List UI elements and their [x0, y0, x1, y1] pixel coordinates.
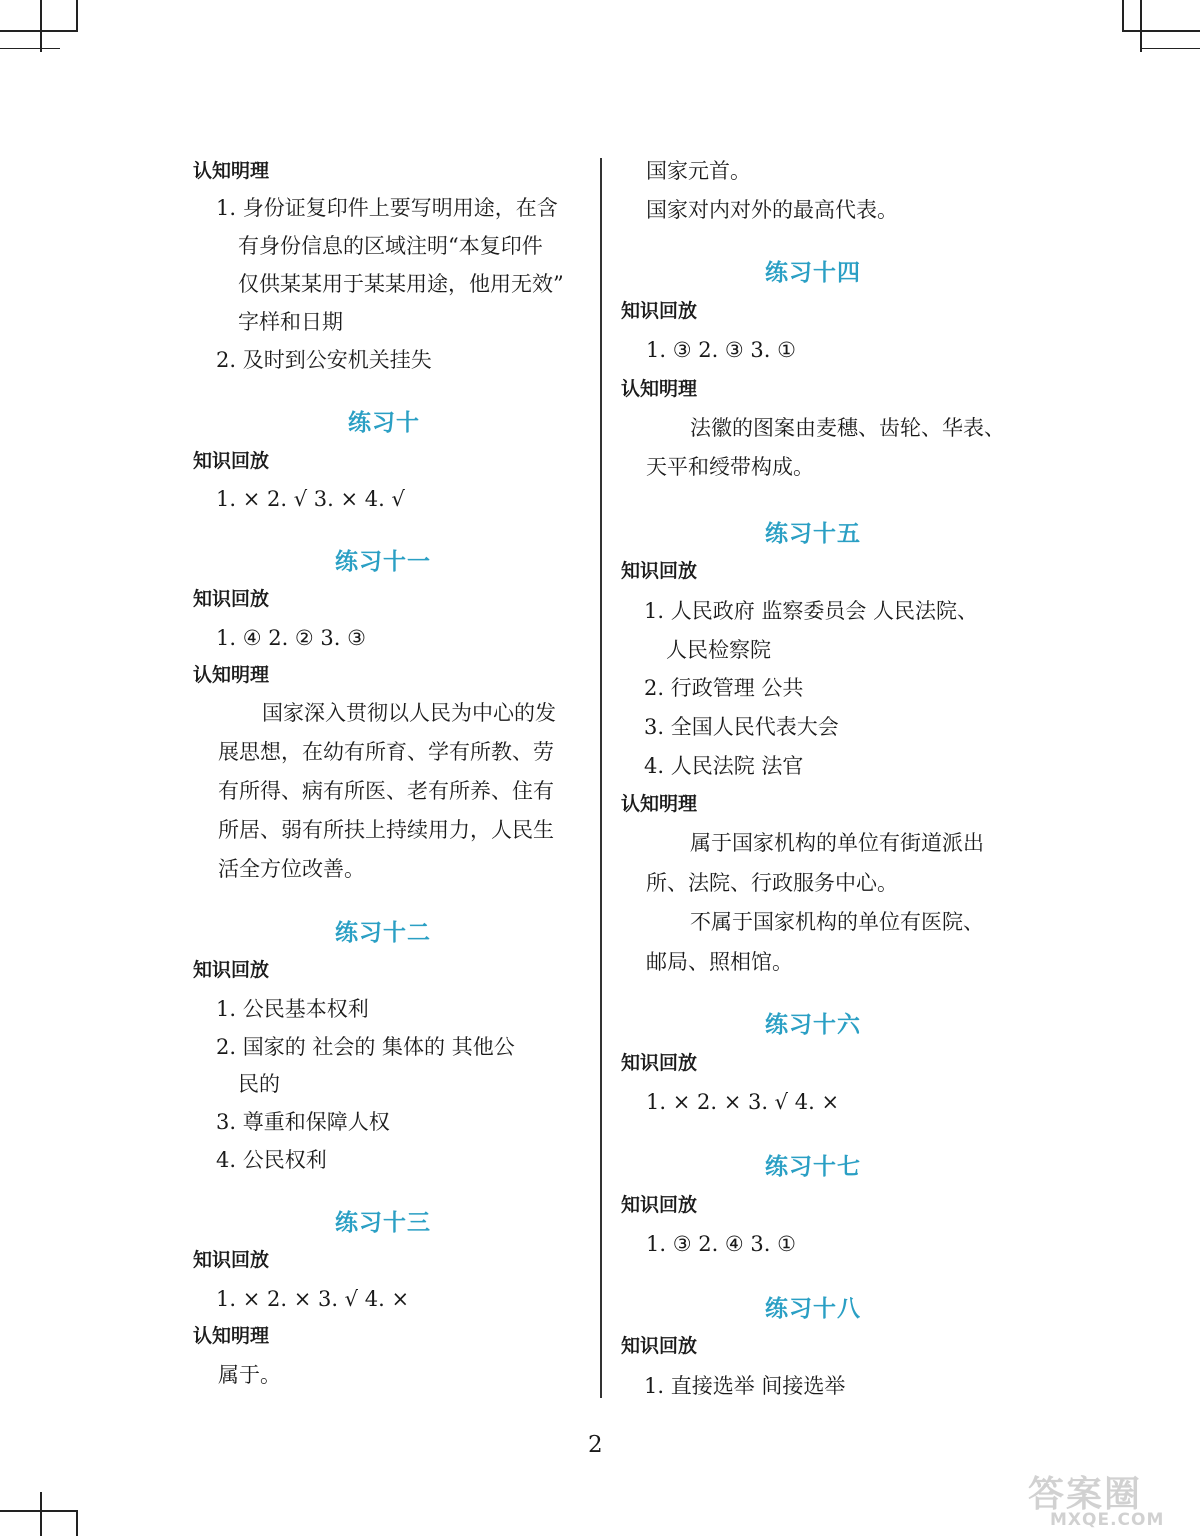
answer-line: 1. ④ 2. ② 3. ③: [216, 626, 366, 650]
answer-line: 1. × 2. × 3. √ 4. ×: [646, 1090, 840, 1114]
crop-mark: [40, 0, 42, 52]
crop-mark: [0, 48, 60, 49]
crop-mark: [1122, 0, 1124, 30]
exercise-title: 练习十五: [765, 521, 861, 547]
watermark-logo: [1028, 1466, 1188, 1532]
answer-line: 1. ③ 2. ③ 3. ①: [646, 338, 796, 362]
section-heading: 知识回放: [621, 560, 698, 582]
answer-line: 有所得、病有所医、老有所养、住有: [218, 779, 554, 803]
answer-line: 人民检察院: [666, 638, 771, 662]
answer-line: 国家元首。: [646, 159, 751, 183]
section-heading: 认知明理: [621, 378, 698, 400]
answer-line: 属于。: [218, 1363, 281, 1387]
section-heading: 知识回放: [621, 1194, 698, 1216]
watermark-site: MXQE.COM: [1050, 1510, 1165, 1530]
answer-line: 1. × 2. √ 3. × 4. √: [216, 487, 405, 511]
column-divider: [600, 158, 602, 1398]
crop-mark: [76, 0, 78, 30]
answer-line: 3. 尊重和保障人权: [216, 1110, 390, 1134]
answer-line: 天平和绶带构成。: [646, 455, 814, 479]
crop-mark: [1140, 48, 1200, 49]
watermark-mark: 答案圈: [1028, 1474, 1143, 1515]
section-heading: 认知明理: [193, 664, 270, 686]
answer-line: 1. 公民基本权利: [216, 997, 369, 1021]
answer-line: 4. 公民权利: [216, 1148, 327, 1172]
crop-mark: [0, 30, 78, 32]
answer-line: 国家深入贯彻以人民为中心的发: [262, 701, 556, 725]
section-heading: 知识回放: [621, 1052, 698, 1074]
answer-line: 民的: [238, 1072, 280, 1096]
exercise-title: 练习十三: [335, 1210, 431, 1236]
section-heading: 认知明理: [193, 1325, 270, 1347]
answer-line: 所居、弱有所扶上持续用力，人民生: [218, 818, 554, 842]
exercise-title: 练习十七: [765, 1154, 861, 1180]
answer-line: 属于国家机构的单位有街道派出: [690, 831, 984, 855]
answer-line: 1. ③ 2. ④ 3. ①: [646, 1232, 796, 1256]
answer-line: 2. 及时到公安机关挂失: [216, 348, 432, 372]
section-heading: 知识回放: [193, 1249, 270, 1271]
section-heading: 知识回放: [193, 450, 270, 472]
answer-line: 仅供某某用于某某用途，他用无效”: [238, 272, 564, 296]
answer-line: 法徽的图案由麦穗、齿轮、华表、: [690, 416, 1005, 440]
answer-line: 1. 人民政府 监察委员会 人民法院、: [644, 599, 979, 623]
section-heading: 认知明理: [621, 793, 698, 815]
exercise-title: 练习十: [348, 410, 420, 436]
section-heading: 认知明理: [193, 160, 270, 182]
crop-mark: [1140, 0, 1142, 52]
exercise-title: 练习十四: [765, 260, 861, 286]
section-heading: 知识回放: [193, 959, 270, 981]
crop-mark: [76, 1510, 78, 1536]
exercise-title: 练习十二: [335, 920, 431, 946]
answer-line: 1. 身份证复印件上要写明用途，在含: [216, 196, 558, 220]
exercise-title: 练习十一: [335, 549, 431, 575]
answer-line: 字样和日期: [238, 310, 343, 334]
answer-line: 活全方位改善。: [218, 857, 365, 881]
answer-line: 不属于国家机构的单位有医院、: [690, 910, 984, 934]
section-heading: 知识回放: [193, 588, 270, 610]
page-number: 2: [588, 1432, 603, 1458]
answer-line: 3. 全国人民代表大会: [644, 715, 839, 739]
answer-line: 1. × 2. × 3. √ 4. ×: [216, 1287, 410, 1311]
answer-line: 4. 人民法院 法官: [644, 754, 804, 778]
crop-mark: [40, 1492, 42, 1536]
answer-line: 展思想，在幼有所育、学有所教、劳: [218, 740, 554, 764]
answer-line: 1. 直接选举 间接选举: [644, 1374, 846, 1398]
answer-line: 邮局、照相馆。: [646, 950, 793, 974]
section-heading: 知识回放: [621, 300, 698, 322]
answer-line: 所、法院、行政服务中心。: [646, 871, 898, 895]
crop-mark: [0, 1510, 78, 1512]
answer-line: 2. 国家的 社会的 集体的 其他公: [216, 1035, 515, 1059]
answer-line: 有身份信息的区域注明“本复印件: [238, 234, 543, 258]
answer-line: 国家对内对外的最高代表。: [646, 198, 898, 222]
exercise-title: 练习十六: [765, 1012, 861, 1038]
crop-mark: [1122, 30, 1200, 32]
answer-line: 2. 行政管理 公共: [644, 676, 804, 700]
exercise-title: 练习十八: [765, 1296, 861, 1322]
section-heading: 知识回放: [621, 1335, 698, 1357]
